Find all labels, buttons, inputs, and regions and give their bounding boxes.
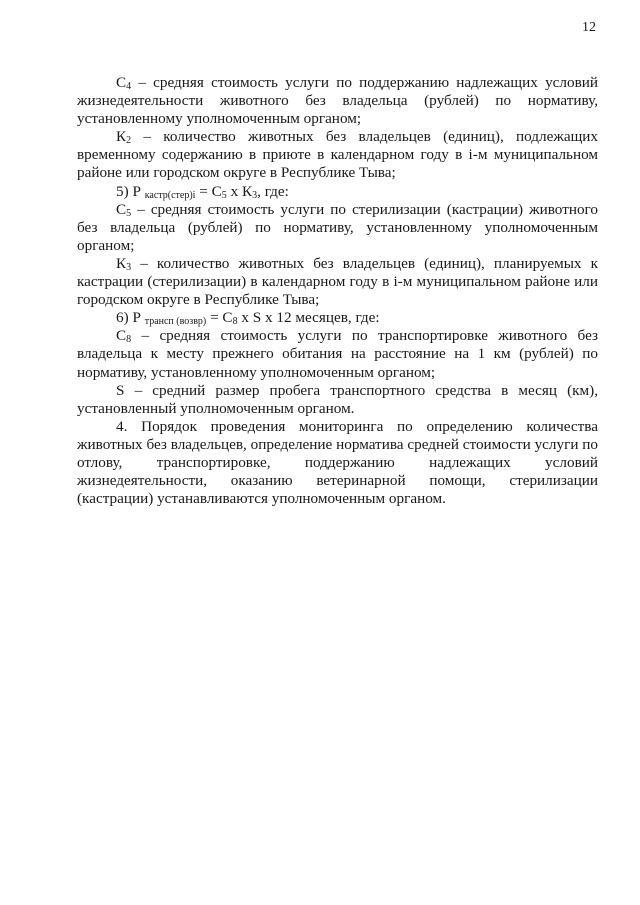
formula-6-transport xyxy=(77,309,598,327)
formula-5-castration xyxy=(77,183,598,201)
formula-text: , где: xyxy=(257,182,289,200)
variable-symbol: С xyxy=(116,200,127,218)
formula-subscript: 3 xyxy=(252,189,258,201)
formula-prefix: 5) Р xyxy=(116,182,145,200)
paragraph-c4-definition xyxy=(77,74,598,128)
formula-text: х S х 12 месяцев, где: xyxy=(237,309,380,327)
variable-subscript: 8 xyxy=(126,334,132,346)
paragraph-c5-definition xyxy=(77,201,598,255)
formula-subscript: 5 xyxy=(221,189,227,201)
definition-text: – количество животных без владельцев (единиц), подлежащих временному содержанию в приюте в календарном году в i-м муниципальном районе или городском округе в Республике Тыва; xyxy=(77,128,598,182)
formula-subscript: кастр(стер)i xyxy=(144,189,196,201)
formula-subscript: 8 xyxy=(232,316,238,328)
variable-symbol: С xyxy=(116,327,127,345)
definition-text: – средняя стоимость услуги по транспортировке животного без владельца к месту прежнего обитания на расстояние на 1 км (рублей) по нормативу, установленному уполномоченным органом; xyxy=(77,327,598,381)
definition-text: – средняя стоимость услуги по поддержанию надлежащих условий жизнедеятельности животного без владельца (рублей) по нормативу, установленному уполномоченным органом; xyxy=(77,74,598,128)
page-number: 12 xyxy=(582,20,596,35)
formula-text: = С xyxy=(195,182,222,200)
formula-subscript: трансп (возвр) xyxy=(144,316,207,328)
variable-subscript: 4 xyxy=(126,81,132,92)
paragraph-s-definition: S – средний размер пробега транспортного средства в месяц (км), установленный уполномоченным органом. xyxy=(77,381,598,417)
variable-subscript: 2 xyxy=(126,135,132,147)
variable-symbol: К xyxy=(116,128,127,146)
paragraph-4-monitoring: 4. Порядок проведения мониторинга по определению количества животных без владельцев, определение норматива средней стоимости услуги по отлову, транспортировке, поддержанию надлежащих условий жизнедеятельности, оказанию ветеринарной помощи, стерилизации (кастрации) устанавливаются уполномоченным органом. xyxy=(77,417,598,508)
definition-text: – количество животных без владельцев (единиц), планируемых к кастрации (стерилизации) в календарном году в i-м муниципальном районе или городском округе в Республике Тыва; xyxy=(77,254,598,309)
variable-symbol: С xyxy=(116,74,127,91)
formula-text: = С xyxy=(206,309,233,327)
paragraph-k3-definition xyxy=(77,255,598,309)
paragraph-k2-definition xyxy=(77,128,598,182)
paragraph-c8-definition xyxy=(77,327,598,381)
formula-text: х К xyxy=(226,182,253,200)
document-body xyxy=(77,74,598,508)
variable-subscript: 3 xyxy=(126,261,132,273)
definition-text: – средняя стоимость услуги по стерилизации (кастрации) животного без владельца (рублей) по нормативу, установленному уполномоченным органом; xyxy=(77,200,598,254)
variable-symbol: К xyxy=(116,254,127,272)
formula-prefix: 6) Р xyxy=(116,309,145,327)
variable-subscript: 5 xyxy=(126,207,132,219)
